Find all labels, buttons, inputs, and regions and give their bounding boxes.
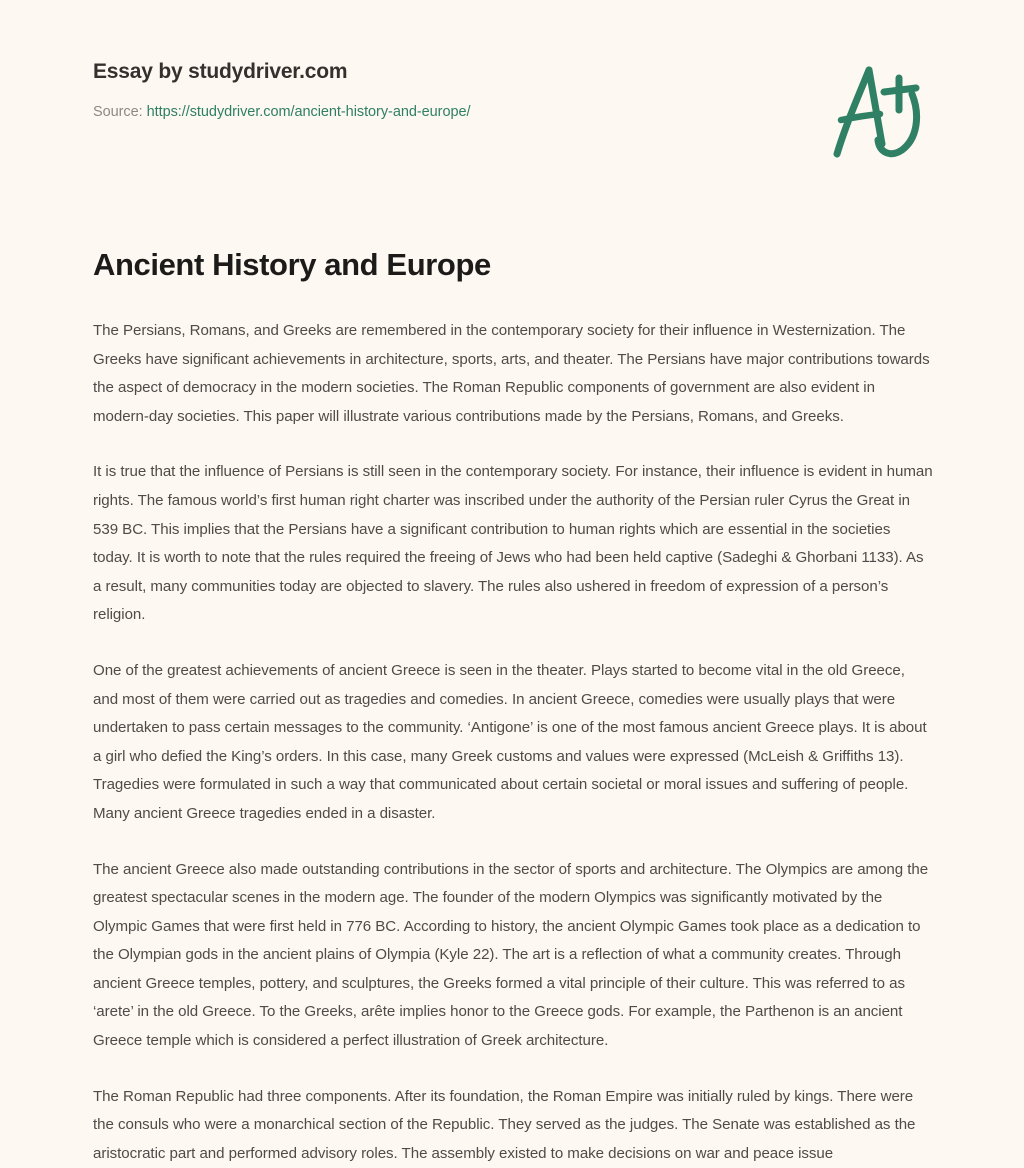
source-url-link[interactable]: https://studydriver.com/ancient-history-and-europe/ <box>146 104 471 120</box>
paragraph: The ancient Greece also made outstanding contributions in the sector of sports and architecture. The Olympics are among the greatest spectacular scenes in the modern age. The founder of the modern Olympics was significantly motivated by the Olympic Games that were first held in 776 BC. According to history, the ancient Olympic Games took place as a dedication to the Olympian gods in the ancient plains of Olympia (Kyle 22). The art is a reflection of what a community creates. Through ancient Greece temples, pottery, and sculptures, the Greeks formed a vital principle of their culture. This was referred to as ‘arete’ in the old Greece. To the Greeks, arête implies honor to the Greece gods. For example, the Parthenon is an ancient Greece temple which is considered a perfect illustration of Greek architecture. <box>93 860 929 1050</box>
source-label: Source: <box>93 104 147 120</box>
paragraph: One of the greatest achievements of ancient Greece is seen in the theater. Plays started to become vital in the old Greece, and most of them were carried out as tragedies and comedies. In ancient Greece, comedies were usually plays that were undertaken to pass certain messages to the community. ‘Antigone’ is one of the most famous ancient Greece plays. It is about a girl who defied the King’s orders. In this case, many Greek customs and values were expressed (McLeish & Griffiths 13). Tragedies were formulated in such a way that communicated about certain societal or moral issues and suffering of people. Many ancient Greece tragedies ended in a disaster. <box>93 661 927 822</box>
a-plus-logo <box>816 58 936 168</box>
a-plus-icon <box>816 58 936 168</box>
brand-title: Essay by studydriver.com <box>93 60 348 83</box>
article-body <box>93 317 933 1168</box>
article <box>93 245 933 1168</box>
page-title: Ancient History and Europe <box>93 247 491 282</box>
paragraph: The Roman Republic had three components. After its foundation, the Roman Empire was initially ruled by kings. There were the consuls who were a monarchical section of the Republic. They served as the judges. The Senate was established as the aristocratic part and performed advisory roles. The assembly existed to make decisions on war and peace issue <box>93 1087 916 1162</box>
paragraph: The Persians, Romans, and Greeks are remembered in the contemporary society for their influence in Westernization. The Greeks have significant achievements in architecture, sports, arts, and theater. The Persians have major contributions towards the aspect of democracy in the modern societies. The Roman Republic components of government are also evident in modern-day societies. This paper will illustrate various contributions made by the Persians, Romans, and Greeks. <box>93 322 930 425</box>
paragraph: It is true that the influence of Persians is still seen in the contemporary society. For instance, their influence is evident in human rights. The famous world’s first human right charter was inscribed under the authority of the Persian ruler Cyrus the Great in 539 BC. This implies that the Persians have a significant contribution to human rights which are essential in the societies today. It is worth to note that the rules required the freeing of Jews who had been held captive (Sadeghi & Ghorbani 1133). As a result, many communities today are objected to slavery. The rules also ushered in freedom of expression of a person’s religion. <box>93 463 933 624</box>
